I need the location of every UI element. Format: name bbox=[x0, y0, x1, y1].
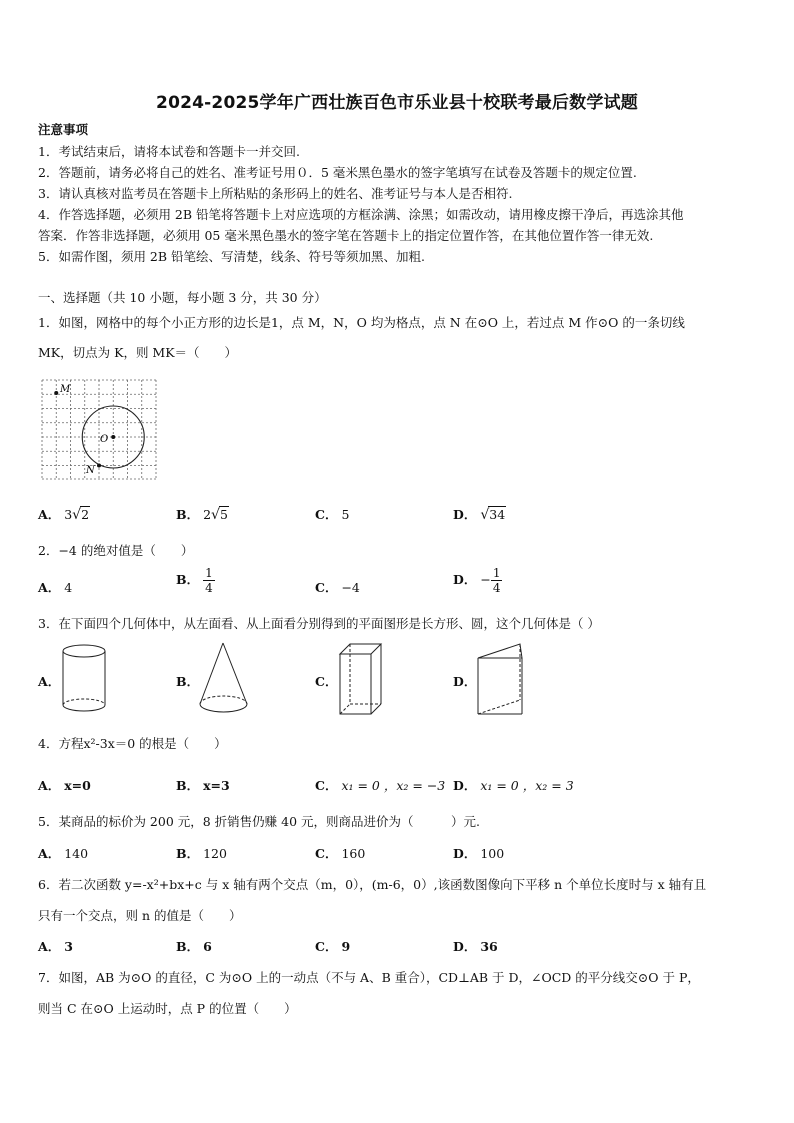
radicand: 5 bbox=[219, 507, 228, 522]
option-text: 100 bbox=[480, 846, 505, 861]
sqrt-sign: √ bbox=[72, 507, 82, 523]
question-2-stem: 2．−4 的绝对值是（ ） bbox=[38, 543, 194, 558]
option-letter: A． bbox=[38, 507, 61, 522]
denominator: 4 bbox=[205, 581, 213, 595]
option-text: 6 bbox=[203, 939, 212, 954]
option-d[interactable] bbox=[453, 505, 506, 523]
option-letter: B． bbox=[176, 507, 200, 522]
option-b[interactable] bbox=[176, 844, 227, 862]
option-c[interactable] bbox=[315, 776, 445, 794]
triangular-prism-figure bbox=[474, 640, 530, 720]
option-text: 4 bbox=[64, 580, 73, 595]
radicand: 2 bbox=[81, 507, 90, 522]
option-coefficient: 2 bbox=[203, 507, 212, 522]
numerator: 1 bbox=[492, 566, 501, 580]
option-letter: A． bbox=[38, 939, 61, 954]
option-a[interactable] bbox=[38, 505, 90, 523]
option-b[interactable] bbox=[176, 505, 229, 523]
section-heading: 一、选择题（共 10 小题，每小题 3 分，共 30 分） bbox=[38, 290, 327, 305]
page-title: 2024-2025学年广西壮族百色市乐业县十校联考最后数学试题 bbox=[156, 93, 638, 113]
option-letter: C． bbox=[315, 674, 338, 689]
option-letter: C． bbox=[315, 580, 338, 595]
option-b[interactable] bbox=[176, 776, 230, 794]
option-letter: C． bbox=[315, 507, 338, 522]
question-3-stem: 3．在下面四个几何体中，从左面看、从上面看分别得到的平面图形是长方形、圆，这个几何体是（ ） bbox=[38, 616, 600, 631]
option-c[interactable] bbox=[315, 578, 360, 596]
option-text: x=0 bbox=[64, 778, 91, 793]
option-letter: D． bbox=[453, 846, 477, 861]
option-text: 140 bbox=[64, 846, 89, 861]
option-d[interactable] bbox=[453, 672, 476, 690]
option-d[interactable] bbox=[453, 776, 574, 794]
cone-figure bbox=[196, 640, 254, 720]
notice-item: 5．如需作图，须用 2B 铅笔绘、写清楚，线条、符号等须加黑、加粗. bbox=[38, 249, 426, 264]
option-b[interactable] bbox=[176, 937, 212, 955]
question-7-stem-cont: 则当 C 在⊙O 上运动时，点 P 的位置（ ） bbox=[38, 1001, 297, 1016]
option-text: x=3 bbox=[203, 778, 230, 793]
option-letter: A． bbox=[38, 846, 61, 861]
option-letter: B． bbox=[176, 674, 200, 689]
option-letter: D． bbox=[453, 674, 477, 689]
denominator: 4 bbox=[492, 581, 501, 595]
option-text: x₁ = 0 ，x₂ = −3 bbox=[341, 778, 446, 793]
point-m bbox=[54, 391, 58, 395]
question-4-stem: 4．方程x²-3x＝0 的根是（ ） bbox=[38, 736, 227, 751]
option-letter: A． bbox=[38, 778, 61, 793]
option-a[interactable] bbox=[38, 578, 72, 596]
rectangular-prism-figure bbox=[336, 640, 386, 720]
notice-item: 2．答题前，请务必将自己的姓名、准考证号用０．5 毫米黑色墨水的签字笔填写在试卷及答题卡的规定位置. bbox=[38, 165, 637, 180]
option-text: 3 bbox=[64, 939, 73, 954]
option-text: 160 bbox=[341, 846, 366, 861]
option-letter: A． bbox=[38, 580, 61, 595]
point-o bbox=[111, 435, 115, 439]
option-a[interactable] bbox=[38, 844, 88, 862]
option-b[interactable] bbox=[176, 566, 215, 595]
notice-heading: 注意事项 bbox=[38, 122, 89, 137]
option-letter: D． bbox=[453, 939, 477, 954]
minus-sign: − bbox=[480, 572, 491, 587]
fraction bbox=[491, 566, 503, 595]
label-n: N bbox=[86, 465, 95, 476]
question-1-stem: 1．如图，网格中的每个小正方形的边长是1，点 M，N，O 均为格点，点 N 在⊙O 上，若过点 M 作⊙O 的一条切线 bbox=[38, 315, 685, 330]
option-letter: C． bbox=[315, 846, 338, 861]
option-a[interactable] bbox=[38, 937, 73, 955]
option-letter: D． bbox=[453, 507, 477, 522]
option-text: 36 bbox=[480, 939, 498, 954]
notice-item: 3．请认真核对监考员在答题卡上所粘贴的条形码上的姓名、准考证号与本人是否相符. bbox=[38, 186, 513, 201]
option-d[interactable] bbox=[453, 844, 504, 862]
notice-item: 1．考试结束后，请将本试卷和答题卡一并交回. bbox=[38, 144, 300, 159]
option-d[interactable] bbox=[453, 937, 498, 955]
notice-item: 4．作答选择题，必须用 2B 铅笔将答题卡上对应选项的方框涂满、涂黑；如需改动，请用橡皮擦干净后，再选涂其他 bbox=[38, 207, 684, 222]
option-letter: C． bbox=[315, 939, 338, 954]
option-d[interactable] bbox=[453, 566, 502, 595]
fraction bbox=[203, 566, 215, 595]
option-coefficient: 3 bbox=[64, 507, 73, 522]
point-n bbox=[97, 464, 101, 468]
option-c[interactable] bbox=[315, 937, 350, 955]
sqrt-sign: √ bbox=[480, 507, 490, 523]
label-o: O bbox=[100, 434, 109, 445]
option-letter: D． bbox=[453, 778, 477, 793]
option-a[interactable] bbox=[38, 672, 60, 690]
label-m: M bbox=[60, 384, 71, 395]
option-text: 9 bbox=[341, 939, 351, 954]
question-6-stem-cont: 只有一个交点，则 n 的值是（ ） bbox=[38, 908, 242, 923]
option-letter: D． bbox=[453, 572, 477, 587]
question-1-stem-cont: MK，切点为 K，则 MK＝（ ） bbox=[38, 345, 238, 360]
option-a[interactable] bbox=[38, 776, 91, 794]
question-5-stem: 5．某商品的标价为 200 元，8 折销售仍赚 40 元，则商品进价为（ ）元. bbox=[38, 814, 481, 829]
option-text: −4 bbox=[341, 580, 360, 595]
option-c[interactable] bbox=[315, 672, 337, 690]
option-letter: C． bbox=[315, 778, 338, 793]
option-text: 120 bbox=[203, 846, 227, 861]
option-c[interactable] bbox=[315, 505, 349, 523]
question-7-stem: 7．如图，AB 为⊙O 的直径，C 为⊙O 上的一动点（不与 A、B 重合），CD⊥AB 于 D，∠OCD 的平分线交⊙O 于 P， bbox=[38, 970, 700, 985]
cylinder-figure bbox=[60, 642, 110, 716]
option-letter: B． bbox=[176, 939, 200, 954]
notice-item: 答案．作答非选择题，必须用 05 毫米黑色墨水的签字笔在答题卡上的指定位置作答，在其他位置作答一律无效. bbox=[38, 228, 654, 243]
numerator: 1 bbox=[205, 566, 213, 580]
sqrt-sign: √ bbox=[211, 507, 220, 523]
option-letter: B． bbox=[176, 572, 200, 587]
option-text: x₁ = 0 ，x₂ = 3 bbox=[480, 778, 574, 793]
question-6-stem: 6．若二次函数 y=-x²+bx+c 与 x 轴有两个交点（m，0），(m-6，0）,该函数图像向下平移 n 个单位长度时与 x 轴有且 bbox=[38, 877, 707, 892]
option-letter: A． bbox=[38, 674, 61, 689]
option-text: 5 bbox=[341, 507, 350, 522]
grid-circle-figure bbox=[38, 376, 160, 482]
option-letter: B． bbox=[176, 778, 200, 793]
option-c[interactable] bbox=[315, 844, 365, 862]
radicand: 34 bbox=[489, 507, 506, 522]
option-letter: B． bbox=[176, 846, 200, 861]
